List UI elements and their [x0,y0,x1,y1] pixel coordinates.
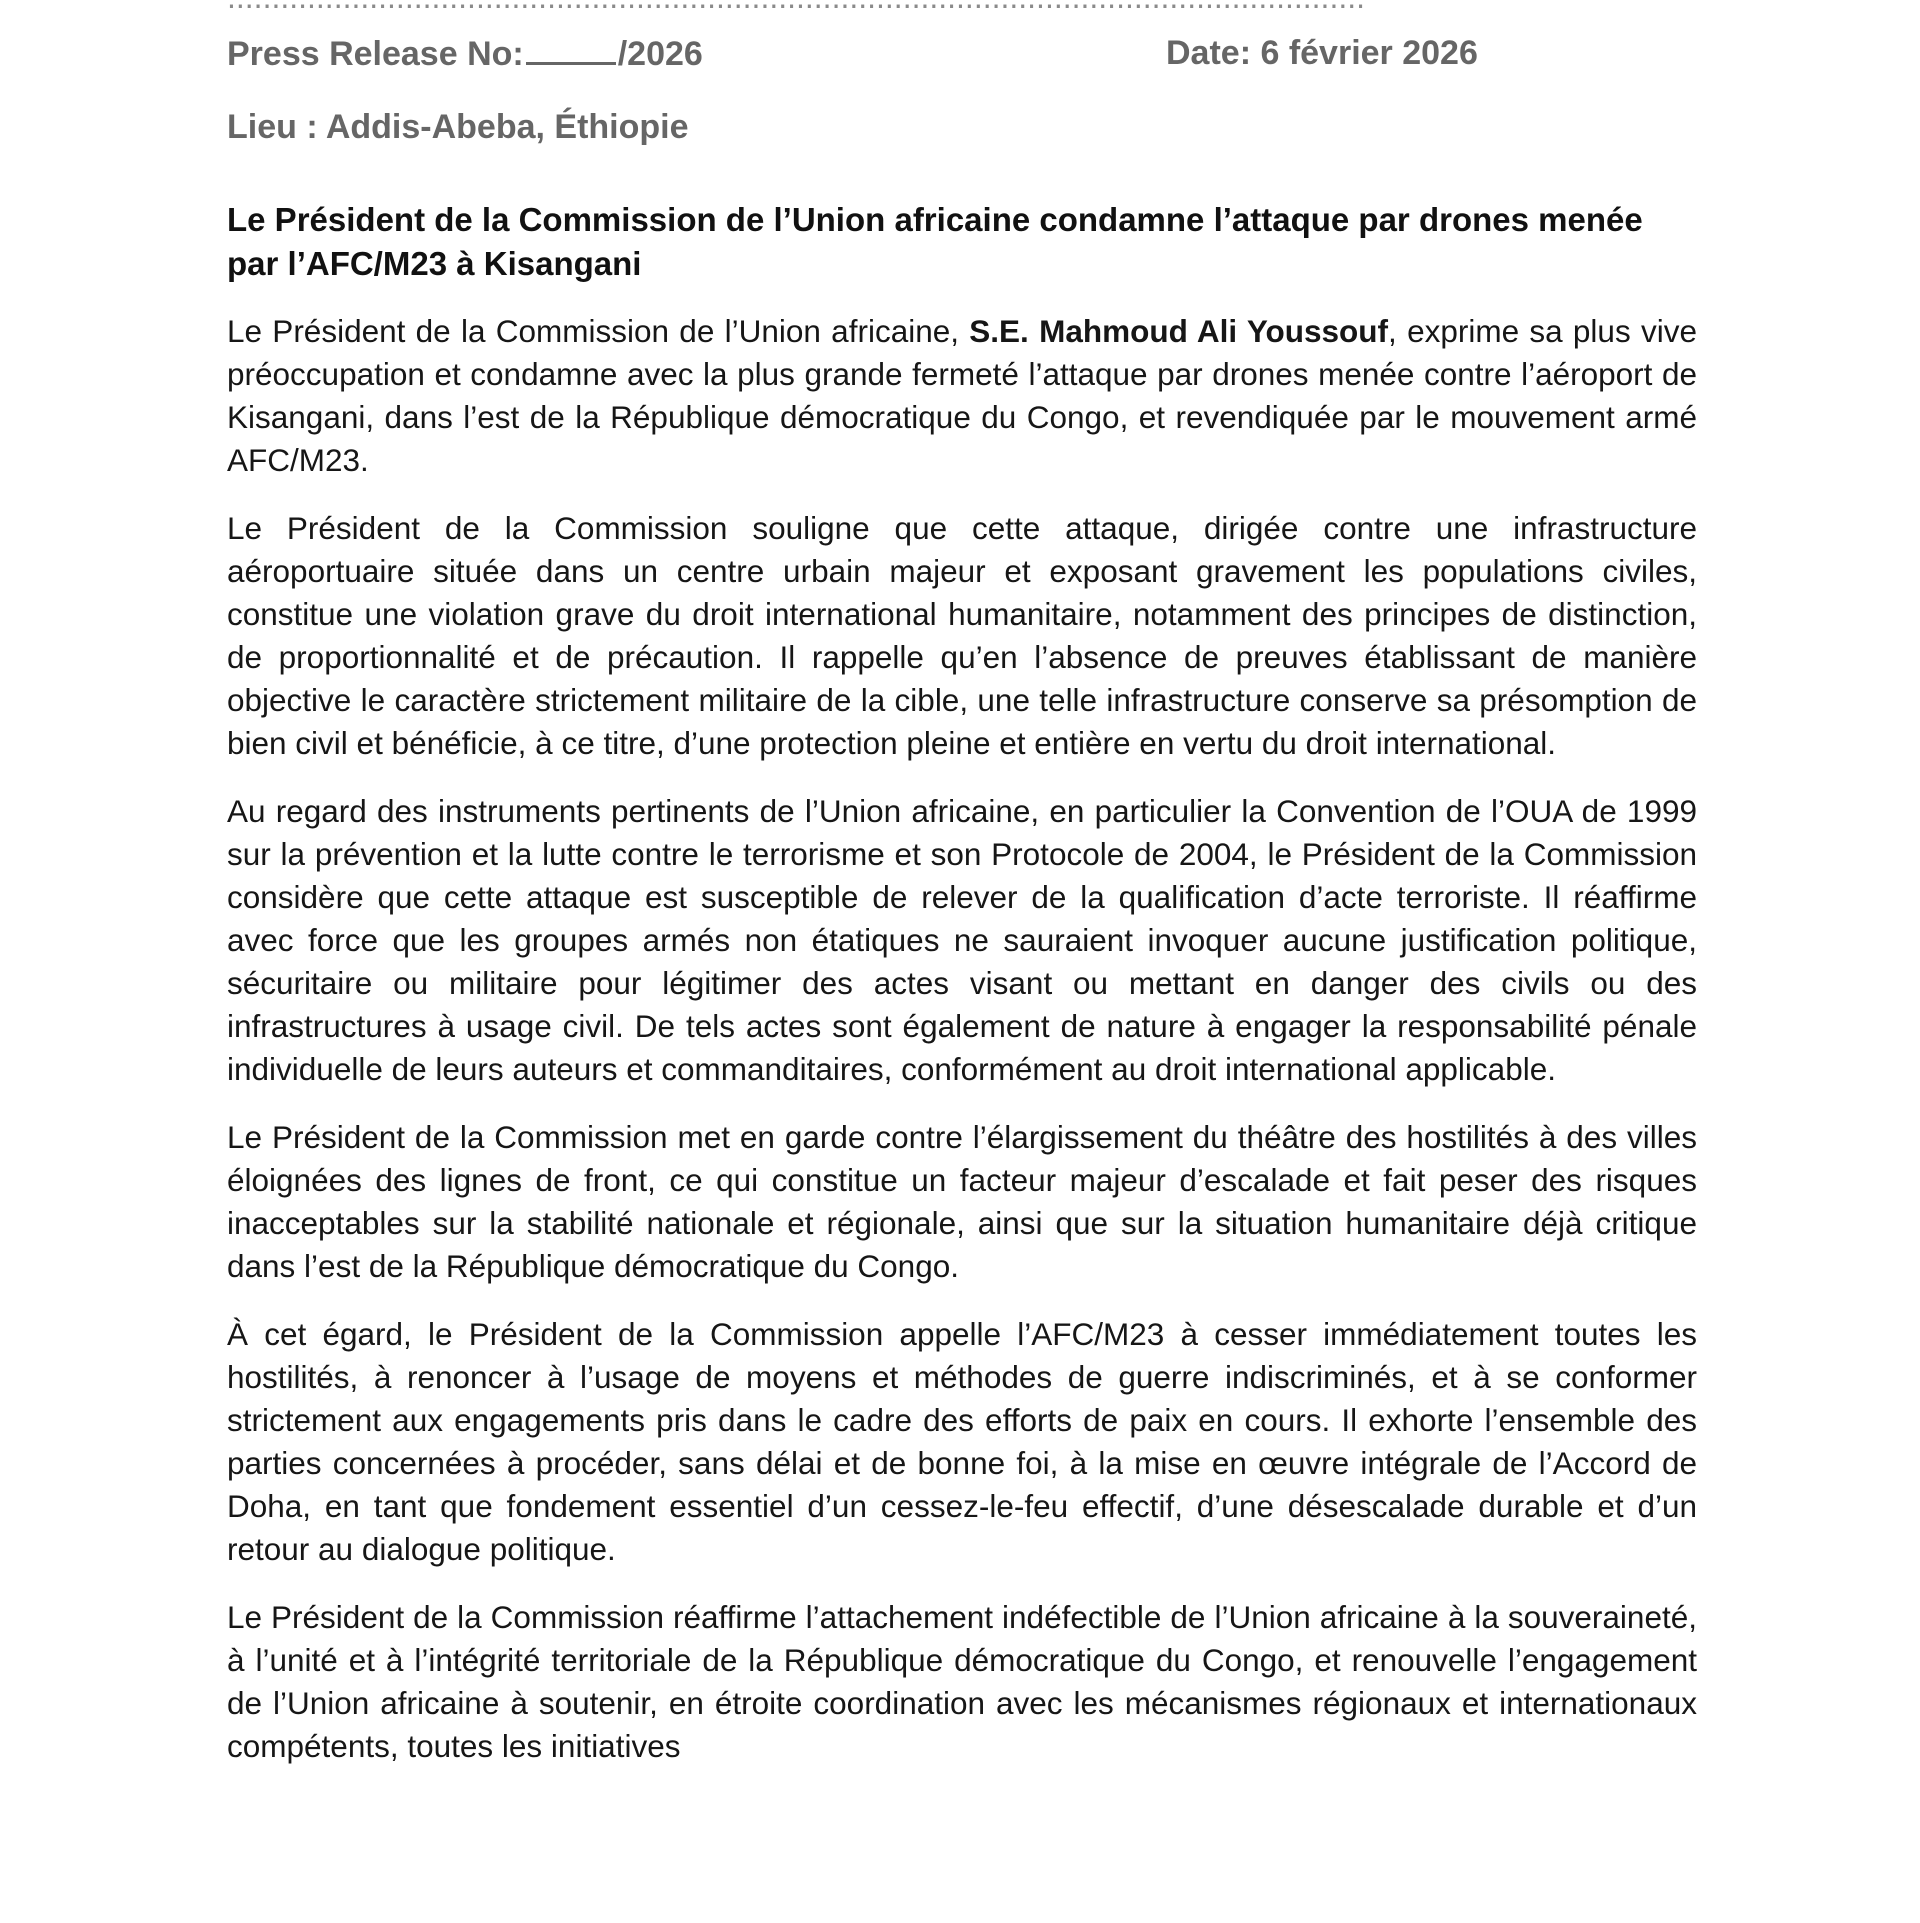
paragraph-6: Le Président de la Commission réaffirme l’attachement indéfectible de l’Union africaine à la souveraineté, à l’unité et à l’intégrité territoriale de la République démocratique du Congo, et renouvelle l’engagement de l’Union africaine à soutenir, en étroite coordination avec les mécanismes régionaux et internationaux compétents, toutes les initiatives [227,1599,1697,1764]
paragraph-1 [227,310,1697,482]
paragraph-5: À cet égard, le Président de la Commission appelle l’AFC/M23 à cesser immédiatement toutes les hostilités, à renoncer à l’usage de moyens et méthodes de guerre indiscriminés, et à se conformer strictement aux engagements pris dans le cadre des efforts de paix en cours. Il exhorte l’ensemble des parties concernées à procéder, sans délai et de bonne foi, à la mise en œuvre intégrale de l’Accord de Doha, en tant que fondement essentiel d’un cessez-le-feu effectif, d’une désescalade durable et d’un retour au dialogue politique. [227,1316,1697,1567]
president-name: S.E. Mahmoud Ali Youssouf [969,313,1389,349]
paragraph-1-intro: Le Président de la Commission de l’Union africaine, [227,313,970,349]
paragraph-4: Le Président de la Commission met en garde contre l’élargissement du théâtre des hostilités à des villes éloignées des lignes de front, ce qui constitue un facteur majeur d’escalade et fait peser des risques inacceptables sur la stabilité nationale et régionale, ainsi que sur la situation humanitaire déjà critique dans l’est de la République démocratique du Congo. [227,1119,1697,1284]
press-release-date: Date: 6 février 2026 [1166,34,1478,72]
press-release-prefix: Press Release No: [227,35,524,73]
press-release-title: Le Président de la Commission de l’Union africaine condamne l’attaque par drones menée par l’AFC/M23 à Kisangani [227,201,1643,282]
press-release-body [227,310,1697,1793]
press-release-number-blank [526,34,616,65]
paragraph-2: Le Président de la Commission souligne que cette attaque, dirigée contre une infrastructure aéroportuaire située dans un centre urbain majeur et exposant gravement les populations civiles, constitue une violation grave du droit international humanitaire, notamment des principes de distinction, de proportionnalité et de précaution. Il rappelle qu’en l’absence de preuves établissant de manière objective le caractère strictement militaire de la cible, une telle infrastructure conserve sa présomption de bien civil et bénéficie, à ce titre, d’une protection pleine et entière en vertu du droit international. [227,510,1697,761]
paragraph-1-rest: , exprime sa plus vive préoccupation et condamne avec la plus grande fermeté l’attaque par drones menée contre l’aéroport de Kisangani, dans l’est de la République démocratique du Congo, et revendiquée par le mouvement armé AFC/M23. [227,313,1697,478]
press-release-location: Lieu : Addis-Abeba, Éthiopie [227,108,689,146]
cutoff-previous-line [227,0,1397,19]
header-meta-row [227,34,1697,79]
press-release-number [227,34,703,74]
paragraph-3: Au regard des instruments pertinents de l’Union africaine, en particulier la Convention de l’OUA de 1999 sur la prévention et la lutte contre le terrorisme et son Protocole de 2004, le Président de la Commission considère que cette attaque est susceptible de relever de la qualification d’acte terroriste. Il réaffirme avec force que les groupes armés non étatiques ne sauraient invoquer aucune justification politique, sécuritaire ou militaire pour légitimer des actes visant ou mettant en danger des civils ou des infrastructures à usage civil. De tels actes sont également de nature à engager la responsabilité pénale individuelle de leurs auteurs et commanditaires, conformément au droit international applicable. [227,793,1697,1087]
press-release-suffix: /2026 [617,35,703,73]
